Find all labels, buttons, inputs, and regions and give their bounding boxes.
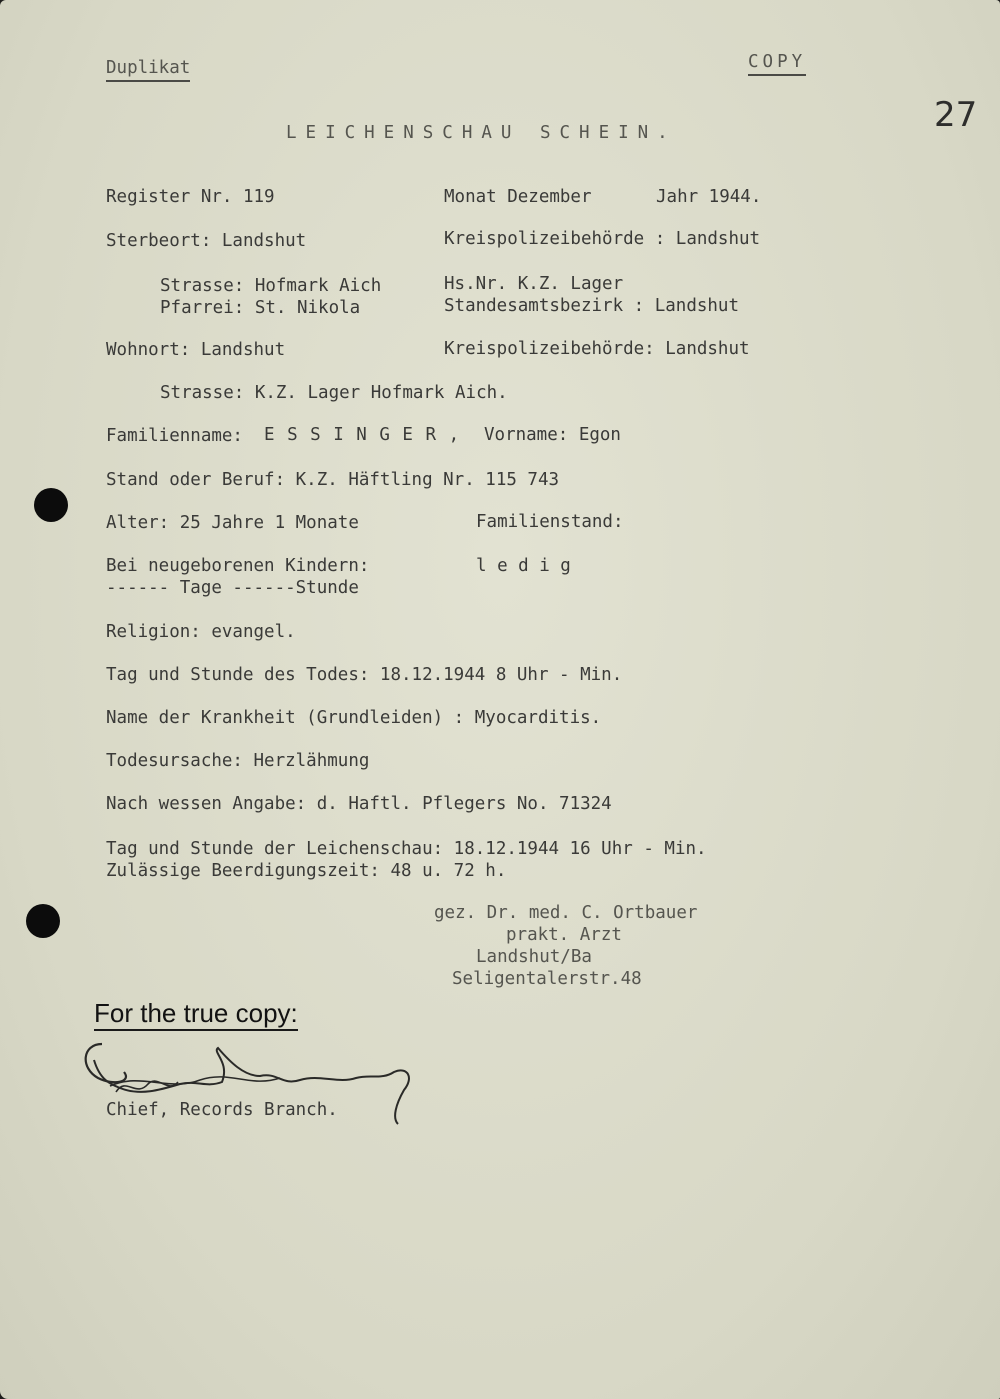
- religion: Religion: evangel.: [106, 622, 296, 642]
- registry-district: Standesamtsbezirk : Landshut: [444, 296, 740, 316]
- doctor-name: gez. Dr. med. C. Ortbauer: [434, 903, 698, 923]
- surname-label: Familienname:: [106, 426, 243, 446]
- burial-time: Zulässige Beerdigungszeit: 48 u. 72 h.: [106, 861, 507, 881]
- residence: Wohnort: Landshut: [106, 340, 286, 360]
- occupation: Stand oder Beruf: K.Z. Häftling Nr. 115 743: [106, 470, 560, 490]
- register-number: Register Nr. 119: [106, 187, 275, 207]
- punch-hole-top: [34, 488, 68, 522]
- death-street: Strasse: Hofmark Aich: [160, 276, 382, 296]
- month: Monat Dezember: [444, 187, 592, 207]
- newborn-days-hours: ------ Tage ------Stunde: [106, 578, 359, 598]
- age: Alter: 25 Jahre 1 Monate: [106, 513, 359, 533]
- surname: E S S I N G E R ,: [264, 425, 461, 445]
- informant: Nach wessen Angabe: d. Haftl. Pflegers No. 71324: [106, 794, 612, 814]
- newborn-label: Bei neugeborenen Kindern:: [106, 556, 370, 576]
- doctor-title: prakt. Arzt: [506, 925, 622, 945]
- house-number: Hs.Nr. K.Z. Lager: [444, 274, 624, 294]
- copy-label: COPY: [748, 51, 806, 76]
- district-police-death: Kreispolizeibehörde : Landshut: [444, 229, 761, 249]
- place-of-death: Sterbeort: Landshut: [106, 231, 307, 251]
- doctor-city: Landshut/Ba: [476, 947, 592, 967]
- district-police-residence: Kreispolizeibehörde: Landshut: [444, 339, 750, 359]
- illness-name: Name der Krankheit (Grundleiden) : Myocarditis.: [106, 708, 602, 728]
- doctor-address: Seligentalerstr.48: [452, 969, 642, 989]
- residence-street: Strasse: K.Z. Lager Hofmark Aich.: [160, 383, 508, 403]
- date-time-of-death: Tag und Stunde des Todes: 18.12.1944 8 Uhr - Min.: [106, 665, 623, 685]
- marital-status-label: Familienstand:: [476, 512, 624, 532]
- year: Jahr 1944.: [656, 187, 762, 207]
- punch-hole-bottom: [26, 904, 60, 938]
- first-name: Vorname: Egon: [484, 425, 621, 445]
- page-number: 27: [934, 95, 978, 135]
- true-copy-heading: [94, 998, 298, 1028]
- document-title: LEICHENSCHAU SCHEIN.: [286, 123, 677, 143]
- duplikat-label: Duplikat: [106, 57, 190, 82]
- inspection-date-time: Tag und Stunde der Leichenschau: 18.12.1944 16 Uhr - Min.: [106, 839, 707, 859]
- signatory-title: Chief, Records Branch.: [106, 1100, 338, 1120]
- true-copy-text: For the true copy:: [94, 998, 298, 1031]
- parish: Pfarrei: St. Nikola: [160, 298, 361, 318]
- marital-status: l e d i g: [476, 556, 571, 576]
- cause-of-death: Todesursache: Herzlähmung: [106, 751, 370, 771]
